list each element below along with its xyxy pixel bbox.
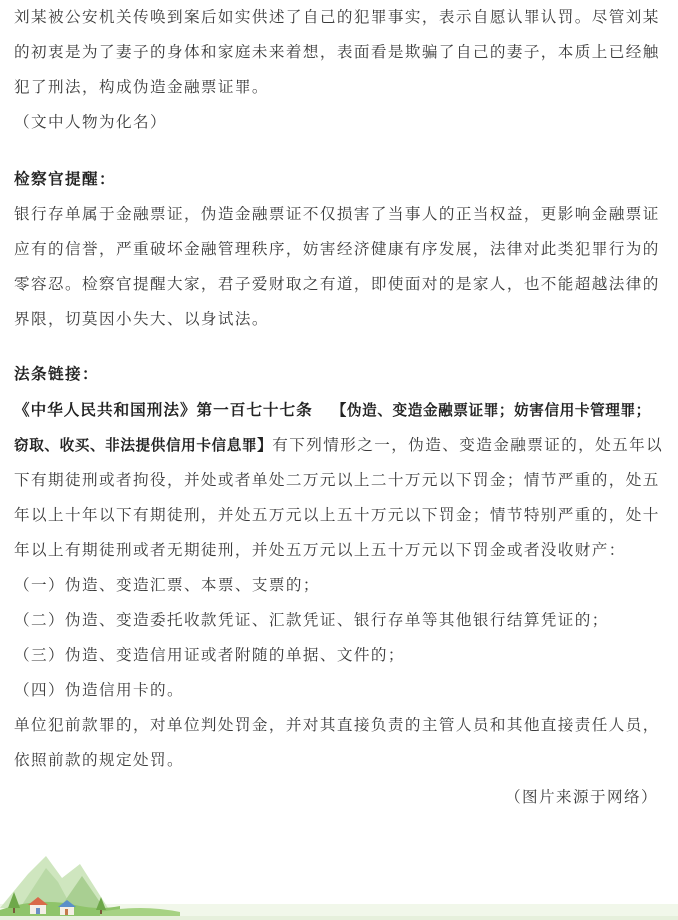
- image-source-note: （图片来源于网络）: [505, 788, 658, 806]
- law-item: （一）伪造、变造汇票、本票、支票的；: [14, 576, 320, 594]
- law-heading: 法条链接：: [14, 365, 99, 383]
- law-article-title: 【伪造、变造金融票证罪；妨害信用卡管理罪；窃取、收买、非法提供信用卡信息罪】: [14, 402, 651, 454]
- article-body: [14, 0, 666, 815]
- reminder-heading: 检察官提醒：: [14, 170, 116, 188]
- law-item: （三）伪造、变造信用证或者附随的单据、文件的；: [14, 646, 405, 664]
- landscape-illustration-icon: [0, 848, 678, 920]
- law-item: （四）伪造信用卡的。: [14, 681, 184, 699]
- law-item: （二）伪造、变造委托收款凭证、汇款凭证、银行存单等其他银行结算凭证的；: [14, 611, 609, 629]
- reminder-paragraph: 银行存单属于金融票证，伪造金融票证不仅损害了当事人的正当权益，更影响金融票证应有的信誉，严重破坏金融管理秩序，妨害经济健康有序发展，法律对此类犯罪行为的零容忍。检察官提醒大家，君子爱财取之有道，即使面对的是家人，也不能超越法律的界限，切莫因小失大、以身试法。: [14, 205, 660, 328]
- law-paragraph: [14, 392, 666, 568]
- intro-paragraph: 刘某被公安机关传唤到案后如实供述了自己的犯罪事实，表示自愿认罪认罚。尽管刘某的初衷是为了妻子的身体和家庭未来着想，表面看是欺骗了自己的妻子，本质上已经触犯了刑法，构成伪造金融票证罪。: [14, 8, 660, 96]
- name-note: （文中人物为化名）: [14, 113, 167, 131]
- law-article-text: 有下列情形之一，伪造、变造金融票证的，处五年以下有期徒刑或者拘役，并处或者单处二万元以上二十万元以下罚金；情节严重的，处五年以上十年以下有期徒刑，并处五万元以上五十万元以下罚金；情节特别严重的，处十年以上有期徒刑或者无期徒刑，并处五万元以上五十万元以下罚金或者没收财产：: [14, 436, 664, 559]
- unit-paragraph: 单位犯前款罪的，对单位判处罚金，并对其直接负责的主管人员和其他直接责任人员，依照前款的规定处罚。: [14, 716, 660, 769]
- law-book-title: 《中华人民共和国刑法》第一百七十七条: [14, 400, 313, 419]
